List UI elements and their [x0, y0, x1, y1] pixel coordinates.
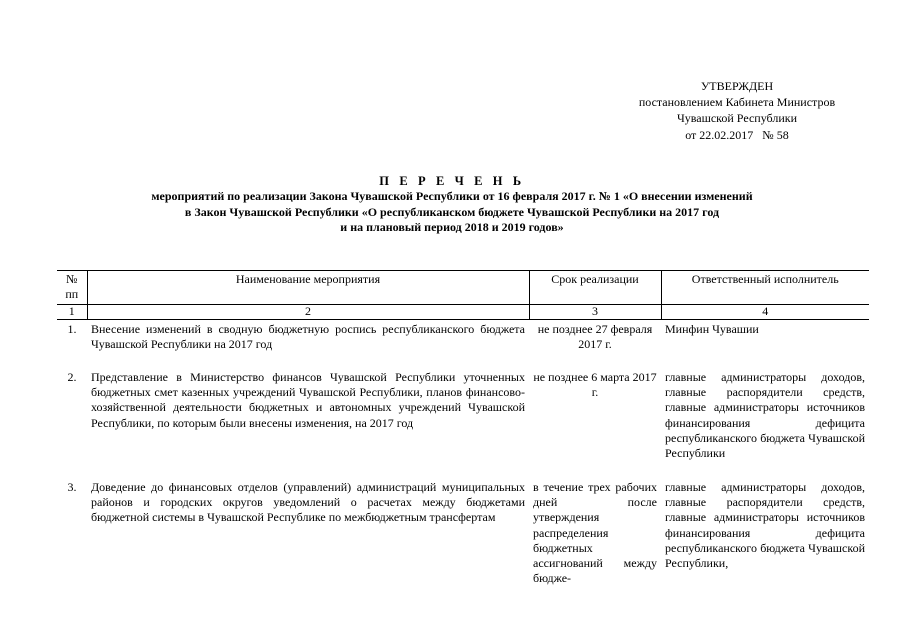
row-number: 2.	[67, 370, 77, 384]
title-line-2: в Закон Чувашской Республики «О республиканском бюджете Чувашской Республики на 2017 год	[184, 204, 720, 219]
measure-executor: Минфин Чувашии	[665, 322, 759, 336]
measure-executor: главные администраторы доходов, главные распорядители средств, главные администраторы источников финансирования дефицита республиканского бюджета Чувашской Республики	[665, 370, 865, 461]
approval-line-1: постановлением Кабинета Министров	[638, 95, 836, 110]
title-line-1: мероприятий по реализации Закона Чувашской Республики от 16 февраля 2017 г. № 1 «О внесении изменений	[151, 189, 753, 204]
approval-status: УТВЕРЖДЕН	[700, 79, 774, 93]
table-row	[57, 368, 869, 478]
approval-line-3: от 22.02.2017 № 58	[685, 127, 789, 142]
header-name: Наименование мероприятия	[87, 271, 529, 305]
row-number: 1.	[67, 322, 77, 336]
measure-term: в течение трех рабочих дней после утверждения распределения бюджетных ассигнований между бюдже-	[533, 480, 657, 586]
row-number: 3.	[67, 480, 77, 494]
document-title	[82, 174, 822, 236]
table-row	[57, 478, 869, 586]
column-number: 4	[661, 305, 869, 320]
measure-name: Доведение до финансовых отделов (управлений) администраций муниципальных районов и городских округов уведомлений о расчетах между бюджетами бюджетной системы в Чувашской Республике по межбюджетным трансфертам	[91, 480, 525, 525]
measures-table	[57, 270, 869, 586]
approval-stamp	[612, 78, 862, 143]
measure-executor: главные администраторы доходов, главные распорядители средств, главные администраторы источников финансирования дефицита республиканского бюджета Чувашской Республики,	[665, 480, 865, 571]
measure-term: не позднее 27 февраля 2017 г.	[537, 322, 653, 352]
measure-term: не позднее 6 марта 2017 г.	[533, 370, 657, 400]
column-number: 1	[57, 305, 87, 320]
title-heading: П Е Р Е Ч Е Н Ь	[379, 174, 525, 188]
measure-name: Представление в Министерство финансов Чувашской Республики уточненных бюджетных смет казенных учреждений Чувашской Республики, планов финансово-хозяйственной деятельности бюджетных и автономных учреждений Чувашской Республики, по которым были внесены изменения, на 2017 год	[91, 370, 525, 430]
column-number: 2	[87, 305, 529, 320]
column-number: 3	[529, 305, 661, 320]
title-line-3: и на плановый период 2018 и 2019 годов»	[340, 220, 564, 235]
header-num: № пп	[57, 271, 87, 305]
header-term: Срок реализации	[529, 271, 661, 305]
approval-line-2: Чувашской Республики	[676, 111, 798, 126]
column-numbers-row	[57, 305, 869, 320]
table-header-row	[57, 271, 869, 305]
table-row	[57, 320, 869, 369]
header-executor: Ответственный исполнитель	[661, 271, 869, 305]
measure-name: Внесение изменений в сводную бюджетную роспись республиканского бюджета Чувашской Республики на 2017 год	[91, 322, 525, 352]
